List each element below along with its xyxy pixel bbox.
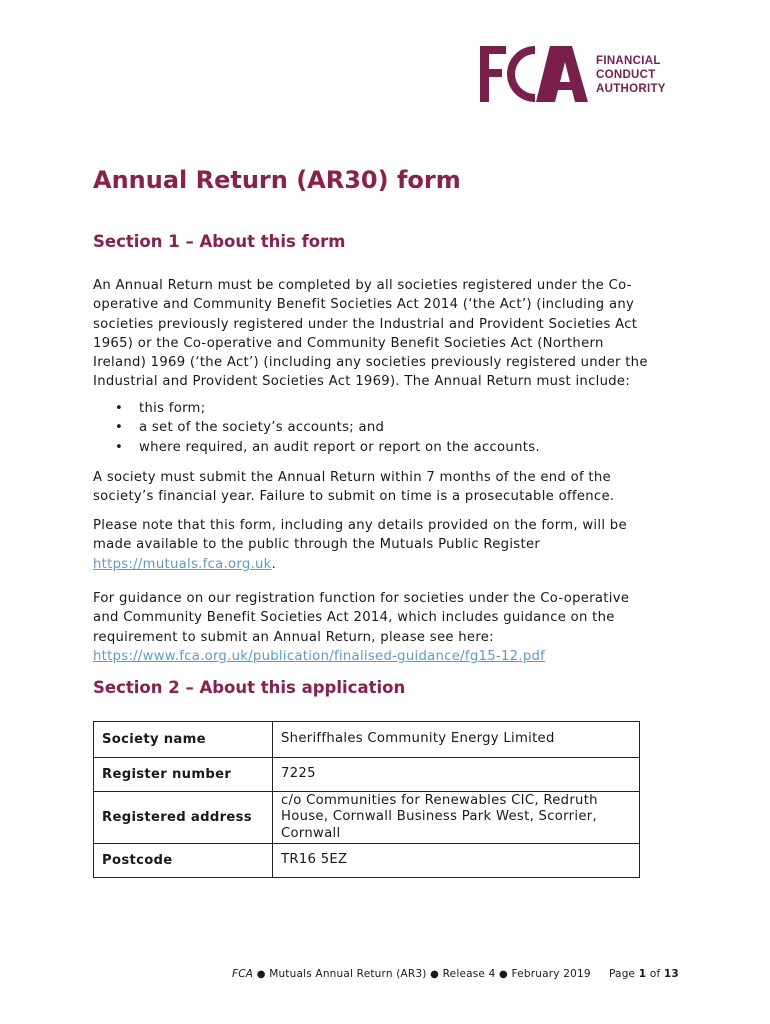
intro-line: operative and Community Benefit Societies Act 2014 (‘the Act’) (including any: [93, 297, 635, 313]
logo-line-1: FINANCIAL: [596, 55, 661, 67]
deadline-paragraph: [93, 468, 683, 507]
bullet-separator-icon: ●: [430, 969, 440, 980]
list-item: • a set of the society’s accounts; and: [93, 418, 540, 437]
fca-logo: [480, 44, 680, 106]
include-list: [93, 399, 540, 457]
address-line: c/o Communities for Renewables CIC, Redruth: [281, 792, 598, 808]
intro-line: societies previously registered under the Industrial and Provident Societies Act: [93, 316, 638, 332]
footer-org: FCA: [232, 968, 254, 980]
table-row: [94, 758, 640, 792]
page-footer: [232, 968, 679, 980]
footer-date: February 2019: [511, 968, 591, 980]
intro-line: An Annual Return must be completed by all societies registered under the Co-: [93, 278, 632, 293]
table-row: [94, 844, 640, 878]
deadline-line: society’s financial year. Failure to submit on time is a prosecutable offence.: [93, 489, 615, 505]
society-name-value: Sheriffhales Community Energy Limited: [273, 722, 640, 758]
public-register-paragraph: [93, 516, 683, 574]
intro-paragraph: [93, 276, 683, 392]
logo-line-3: AUTHORITY: [596, 83, 666, 95]
address-line: Cornwall: [281, 825, 341, 841]
address-line: House, Cornwall Business Park West, Scorrier,: [281, 809, 597, 825]
registered-address-label: Registered address: [94, 792, 273, 844]
guidance-line: and Community Benefit Societies Act 2014, which includes guidance on the: [93, 610, 615, 626]
deadline-line: A society must submit the Annual Return within 7 months of the end of the: [93, 470, 611, 485]
table-row: [94, 722, 640, 758]
society-name-label: Society name: [94, 722, 273, 758]
public-link-line: [93, 555, 683, 574]
logo-line-2: CONDUCT: [596, 69, 656, 81]
list-item: • where required, an audit report or report on the accounts.: [93, 438, 540, 457]
guidance-line: requirement to submit an Annual Return, please see here:: [93, 629, 494, 645]
page-total: 13: [663, 968, 679, 980]
page-number: [609, 968, 679, 980]
of-word: of: [649, 968, 661, 980]
registered-address-value: [273, 792, 640, 844]
postcode-label: Postcode: [94, 844, 273, 878]
public-line: Please note that this form, including any details provided on the form, will be: [93, 518, 627, 533]
page-title: Annual Return (AR30) form: [93, 166, 461, 194]
bullet-separator-icon: ●: [256, 969, 266, 980]
guidance-paragraph: [93, 589, 683, 666]
guidance-link[interactable]: https://www.fca.org.uk/publication/finalised-guidance/fg15-12.pdf: [93, 648, 546, 664]
table-row: [94, 792, 640, 844]
bullet-separator-icon: ●: [499, 969, 508, 980]
register-number-value: 7225: [273, 758, 640, 792]
public-line: made available to the public through the Mutuals Public Register: [93, 537, 541, 553]
register-number-label: Register number: [94, 758, 273, 792]
application-table: [93, 721, 640, 878]
intro-line: Ireland) 1969 (‘the Act’) (including any societies previously registered under the: [93, 355, 648, 371]
list-item: • this form;: [93, 399, 540, 418]
section-1-heading: Section 1 – About this form: [93, 232, 346, 251]
link-suffix: .: [271, 556, 277, 572]
guidance-line: For guidance on our registration function for societies under the Co-operative: [93, 591, 630, 606]
section-2-heading: Section 2 – About this application: [93, 678, 406, 697]
footer-release: Release 4: [442, 968, 496, 980]
intro-line: Industrial and Provident Societies Act 1969). The Annual Return must include:: [93, 374, 631, 390]
fca-logo-mark: [480, 44, 590, 106]
fca-logo-text: [596, 54, 666, 96]
postcode-value: TR16 5EZ: [273, 844, 640, 878]
intro-line: 1965) or the Co-operative and Community Benefit Societies Act (Northern: [93, 335, 604, 351]
mutuals-register-link[interactable]: https://mutuals.fca.org.uk: [93, 556, 272, 572]
page-current: 1: [638, 968, 647, 980]
footer-doc: Mutuals Annual Return (AR3): [269, 968, 427, 980]
guidance-link-line: [93, 647, 683, 666]
page-word: Page: [609, 968, 636, 980]
